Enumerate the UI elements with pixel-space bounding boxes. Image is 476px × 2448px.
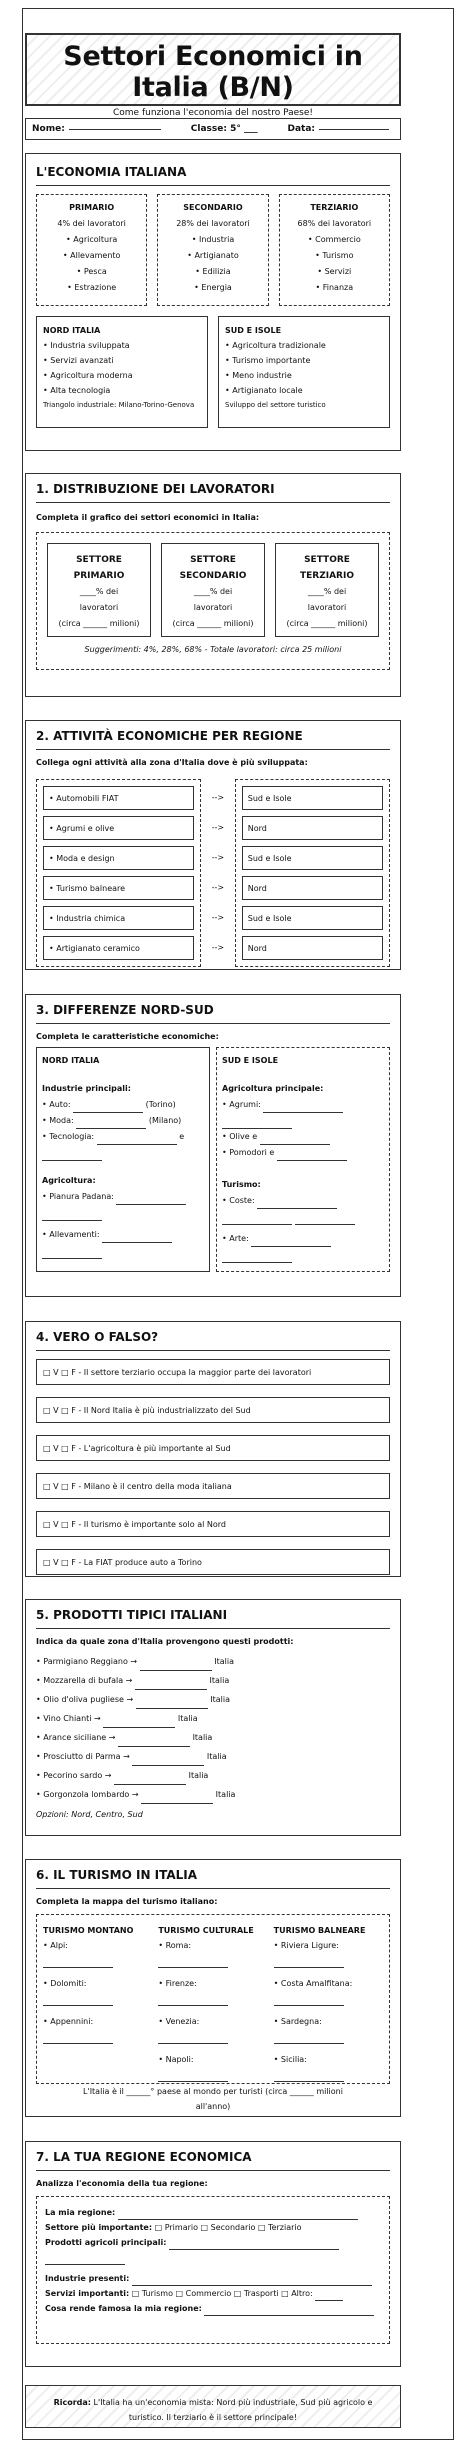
sector-card-terziario	[279, 194, 390, 306]
nord-agri-label: Agricoltura:	[42, 1176, 96, 1185]
tourism-blank[interactable]	[43, 2005, 113, 2006]
nord-item: • Industria sviluppata	[43, 341, 130, 350]
industrie-row	[45, 2271, 381, 2286]
economia-section	[25, 153, 401, 451]
coste-label: • Coste:	[222, 1196, 255, 1205]
famosa-label: Cosa rende famosa la mia regione:	[45, 2304, 202, 2313]
arte-blank-2[interactable]	[222, 1262, 292, 1263]
tourism-place: • Appennini:	[43, 2017, 94, 2026]
product-name: • Arance siciliane →	[36, 1733, 116, 1742]
section-1-instruction: Completa il grafico dei settori economici in Italia:	[36, 513, 260, 522]
tourism-ranking-line[interactable]: L'Italia è il ______° paese al mondo per turisti (circa ______ milioni	[83, 2087, 343, 2096]
region-list	[235, 779, 390, 967]
tourism-blank[interactable]	[158, 1967, 228, 1968]
tourism-blank[interactable]	[158, 2005, 228, 2006]
card-line: (circa ______ milioni)	[286, 619, 368, 628]
sud-title: SUD E ISOLE	[225, 326, 282, 335]
nord-item: • Alta tecnologia	[43, 386, 111, 395]
coste-blank-3[interactable]	[295, 1224, 355, 1225]
product-row	[36, 1690, 390, 1709]
section-5-instruction: Indica da quale zona d'Italia provengono questi prodotti:	[36, 1637, 294, 1646]
allev-blank-2[interactable]	[42, 1258, 102, 1259]
activity-list	[36, 779, 201, 967]
true-false-item[interactable]: □ V □ F - Il turismo è importante solo al Nord	[36, 1511, 390, 1537]
sud-card	[218, 316, 390, 428]
region-analysis	[36, 2196, 390, 2344]
prodotti-blank-2[interactable]	[45, 2264, 125, 2265]
product-row	[36, 1709, 390, 1728]
tourism-place: • Sardegna:	[273, 2017, 322, 2026]
tourism-blank[interactable]	[43, 2043, 113, 2044]
tourism-col-title: TURISMO CULTURALE	[158, 1926, 254, 1935]
moda-label: • Moda:	[42, 1116, 74, 1125]
sector-item: • Estrazione	[67, 283, 117, 292]
page-subtitle: Come funziona l'economia del nostro Paese!	[113, 108, 313, 118]
reminder-text: L'Italia ha un'economia mista: Nord più industriale, Sud più agricolo e turistico. Il terziario è il settore principale!	[93, 2398, 373, 2422]
section-vero-falso	[25, 1321, 401, 1577]
link-arrow: -->	[211, 912, 225, 922]
card-line: lavoratori	[307, 603, 347, 612]
sector-item: • Artigianato	[187, 251, 239, 260]
product-suffix: Italia	[209, 1676, 230, 1685]
olive-row	[222, 1129, 384, 1145]
name-label: Nome:	[32, 124, 65, 134]
card-line: ____% dei	[193, 587, 233, 596]
settore-options[interactable]: □ Primario □ Secondario □ Terziario	[154, 2223, 302, 2232]
nord-features	[36, 1047, 210, 1272]
allev-row	[42, 1227, 204, 1243]
sud-item: • Agricoltura tradizionale	[225, 341, 326, 350]
regione-label: La mia regione:	[45, 2208, 116, 2217]
tech-and: e	[179, 1132, 185, 1141]
arte-row	[222, 1231, 384, 1247]
auto-row	[42, 1097, 204, 1113]
tourism-blank[interactable]	[274, 1967, 344, 1968]
industrie-label: Industrie presenti:	[45, 2274, 130, 2283]
sector-item: • Finanza	[315, 283, 354, 292]
coste-row	[222, 1193, 384, 1209]
distribution-hint: Suggerimenti: 4%, 28%, 68% - Totale lavoratori: circa 25 milioni	[84, 645, 342, 654]
tourism-place: • Dolomiti:	[43, 1979, 87, 1988]
sector-item: • Energia	[194, 283, 232, 292]
card-line: (circa ______ milioni)	[58, 619, 140, 628]
product-suffix: Italia	[215, 1790, 236, 1799]
sud-features-title: SUD E ISOLE	[222, 1056, 279, 1065]
sector-item: • Pesca	[76, 267, 107, 276]
true-false-item[interactable]: □ V □ F - Il Nord Italia è più industrializzato del Sud	[36, 1397, 390, 1423]
servizi-options[interactable]: □ Turismo □ Commercio □ Trasporti □ Altro:	[131, 2289, 313, 2298]
section-7-instruction: Analizza l'economia della tua regione:	[36, 2179, 208, 2188]
sector-item: • Servizi	[317, 267, 352, 276]
nord-features-title: NORD ITALIA	[42, 1056, 100, 1065]
region-item[interactable]: Sud e Isole	[242, 906, 383, 930]
tourism-place: • Firenze:	[158, 1979, 197, 1988]
tourism-ranking-line: all'anno)	[195, 2102, 231, 2111]
section-3-heading: 3. DIFFERENZE NORD-SUD	[36, 1003, 214, 1017]
product-row	[36, 1785, 390, 1804]
tourism-place: • Costa Amalfitana:	[273, 1979, 353, 1988]
card-line: (circa ______ milioni)	[172, 619, 254, 628]
section-2-instruction: Collega ogni attività alla zona d'Italia dove è più sviluppata:	[36, 758, 308, 767]
product-name: • Vino Chianti →	[36, 1714, 101, 1723]
sector-item: • Commercio	[307, 235, 361, 244]
section-3-instruction: Completa le caratteristiche economiche:	[36, 1032, 219, 1041]
product-name: • Olio d'oliva pugliese →	[36, 1695, 134, 1704]
activity-item[interactable]: • Turismo balneare	[43, 876, 194, 900]
pomodori-row	[222, 1145, 384, 1161]
card-title: SETTORE SECONDARIO	[179, 555, 247, 581]
agrumi-label: • Agrumi:	[222, 1100, 261, 1109]
section-attivita	[25, 720, 401, 970]
prodotti-row	[45, 2235, 381, 2250]
tourism-col-title: TURISMO BALNEARE	[273, 1926, 366, 1935]
tech-label: • Tecnologia:	[42, 1132, 95, 1141]
student-info-row	[25, 118, 401, 140]
link-arrow: -->	[211, 942, 225, 952]
allev-blank[interactable]	[102, 1242, 172, 1243]
pianura-blank-2[interactable]	[42, 1220, 102, 1221]
tourism-col-montano	[43, 1923, 152, 2082]
nord-industries-label: Industrie principali:	[42, 1084, 131, 1093]
tourism-blank[interactable]	[274, 2005, 344, 2006]
famosa-row	[45, 2301, 381, 2316]
tourism-map	[36, 1914, 390, 2111]
settore-row	[45, 2220, 381, 2235]
settore-label: Settore più importante:	[45, 2223, 153, 2232]
product-row	[36, 1671, 390, 1690]
class-label[interactable]: Classe: 5° ___	[190, 124, 258, 134]
tourism-place: • Napoli:	[158, 2055, 194, 2064]
tech-row	[42, 1129, 204, 1145]
region-item[interactable]: Sud e Isole	[242, 786, 383, 810]
tourism-ranking	[43, 2084, 383, 2114]
sud-item: • Artigianato locale	[225, 386, 303, 395]
allev-label: • Allevamenti:	[42, 1230, 100, 1239]
region-item[interactable]: Sud e Isole	[242, 846, 383, 870]
section-2-heading: 2. ATTIVITÀ ECONOMICHE PER REGIONE	[36, 729, 303, 743]
sud-agri-label: Agricoltura principale:	[222, 1084, 324, 1093]
link-arrow: -->	[211, 792, 225, 802]
sector-item: • Industria	[191, 235, 235, 244]
sector-pct: 28% dei lavoratori	[176, 219, 250, 228]
section-turismo	[25, 1859, 401, 2117]
pianura-row	[42, 1189, 204, 1205]
activity-item[interactable]: • Agrumi e olive	[43, 816, 194, 840]
sector-title: PRIMARIO	[69, 203, 115, 212]
name-field[interactable]	[69, 129, 161, 130]
card-line: lavoratori	[193, 603, 233, 612]
date-field[interactable]	[319, 129, 389, 130]
agrumi-row	[222, 1097, 384, 1113]
product-suffix: Italia	[210, 1695, 231, 1704]
true-false-item[interactable]: □ V □ F - Milano è il centro della moda italiana	[36, 1473, 390, 1499]
sector-item: • Allevamento	[62, 251, 121, 260]
product-row	[36, 1747, 390, 1766]
section-1-heading: 1. DISTRIBUZIONE DEI LAVORATORI	[36, 482, 275, 496]
auto-city: (Torino)	[145, 1100, 176, 1109]
product-suffix: Italia	[188, 1771, 209, 1780]
activity-item[interactable]: • Moda e design	[43, 846, 194, 870]
section-distribuzione	[25, 473, 401, 697]
nord-title: NORD ITALIA	[43, 326, 101, 335]
arrow-column	[211, 779, 225, 967]
reminder-box	[25, 2385, 401, 2428]
section-4-heading: 4. VERO O FALSO?	[36, 1330, 159, 1344]
region-item[interactable]: Nord	[242, 936, 383, 960]
sector-item: • Edilizia	[195, 267, 231, 276]
servizi-label: Servizi importanti:	[45, 2289, 130, 2298]
sud-note: Sviluppo del settore turistico	[225, 401, 326, 409]
tourism-blank[interactable]	[158, 2043, 228, 2044]
product-blank[interactable]	[141, 1803, 213, 1804]
activity-item[interactable]: • Industria chimica	[43, 906, 194, 930]
product-row	[36, 1766, 390, 1785]
tourism-col-balneare	[274, 1923, 383, 2082]
product-suffix: Italia	[177, 1714, 198, 1723]
tourism-col-title: TURISMO MONTANO	[43, 1926, 134, 1935]
product-row	[36, 1652, 390, 1671]
nord-item: • Servizi avanzati	[43, 356, 114, 365]
card-line: ____% dei	[307, 587, 347, 596]
tourism-place: • Sicilia:	[273, 2055, 307, 2064]
sud-features	[216, 1047, 390, 1272]
sector-card-secondario	[157, 194, 268, 306]
nord-card	[36, 316, 208, 428]
section-nord-sud	[25, 994, 401, 1297]
prodotti-label: Prodotti agricoli principali:	[45, 2238, 167, 2247]
distribution-chart-area	[36, 532, 390, 670]
sector-item: • Turismo	[315, 251, 354, 260]
product-name: • Parmigiano Reggiano →	[36, 1657, 138, 1666]
distribution-card-secondario[interactable]	[161, 543, 265, 637]
nord-item: • Agricoltura moderna	[43, 371, 133, 380]
activity-item[interactable]: • Artigianato ceramico	[43, 936, 194, 960]
true-false-item[interactable]: □ V □ F - L'agricoltura è più importante al Sud	[36, 1435, 390, 1461]
pomodori-blank[interactable]	[277, 1160, 347, 1161]
pomodori-label: • Pomodori e	[222, 1148, 275, 1157]
link-arrow: -->	[211, 882, 225, 892]
sector-item: • Agricoltura	[66, 235, 118, 244]
moda-city: (Milano)	[148, 1116, 182, 1125]
card-line: ____% dei	[79, 587, 119, 596]
sud-item: • Turismo importante	[225, 356, 311, 365]
tech-blank[interactable]	[97, 1144, 177, 1145]
tourism-blank[interactable]	[158, 2081, 228, 2082]
section-6-instruction: Completa la mappa del turismo italiano:	[36, 1897, 218, 1906]
famosa-blank[interactable]	[204, 2315, 374, 2316]
true-false-item[interactable]: □ V □ F - La FIAT produce auto a Torino	[36, 1549, 390, 1575]
product-name: • Mozzarella di bufala →	[36, 1676, 133, 1685]
product-suffix: Italia	[206, 1752, 227, 1761]
section-7-heading: 7. LA TUA REGIONE ECONOMICA	[36, 2150, 252, 2164]
arte-label: • Arte:	[222, 1234, 249, 1243]
link-arrow: -->	[211, 822, 225, 832]
section-5-heading: 5. PRODOTTI TIPICI ITALIANI	[36, 1608, 228, 1622]
olive-label: • Olive e	[222, 1132, 258, 1141]
tourism-col-culturale	[158, 1923, 267, 2082]
product-row	[36, 1728, 390, 1747]
tourism-place: • Alpi:	[43, 1941, 68, 1950]
product-options: Opzioni: Nord, Centro, Sud	[36, 1810, 143, 1819]
title-banner	[25, 33, 401, 118]
page-title: Settori Economici in Italia (B/N)	[63, 41, 363, 103]
activity-item[interactable]: • Automobili FIAT	[43, 786, 194, 810]
tourism-blank[interactable]	[274, 2043, 344, 2044]
region-item[interactable]: Nord	[242, 816, 383, 840]
servizi-row	[45, 2286, 381, 2301]
tourism-place: • Riviera Ligure:	[273, 1941, 339, 1950]
tourism-place: • Venezia:	[158, 2017, 200, 2026]
card-line: lavoratori	[79, 603, 119, 612]
tourism-blank[interactable]	[274, 2081, 344, 2082]
distribution-card-terziario[interactable]	[275, 543, 379, 637]
date-label: Data:	[287, 124, 316, 134]
tourism-place: • Roma:	[158, 1941, 192, 1950]
reminder-label: Ricorda:	[53, 2398, 91, 2407]
region-item[interactable]: Nord	[242, 876, 383, 900]
sud-item: • Meno industrie	[225, 371, 292, 380]
tourism-blank[interactable]	[43, 1967, 113, 1968]
auto-label: • Auto:	[42, 1100, 71, 1109]
sector-title: TERZIARIO	[310, 203, 359, 212]
distribution-card-primario[interactable]	[47, 543, 151, 637]
link-arrow: -->	[211, 852, 225, 862]
sector-pct: 4% dei lavoratori	[57, 219, 126, 228]
prodotti-blank[interactable]	[169, 2249, 339, 2250]
product-name: • Pecorino sardo →	[36, 1771, 112, 1780]
sector-pct: 68% dei lavoratori	[297, 219, 372, 228]
sud-turismo-label: Turismo:	[222, 1180, 261, 1189]
product-list	[36, 1652, 390, 1804]
card-title: SETTORE TERZIARIO	[300, 555, 354, 581]
coste-blank-2[interactable]	[222, 1224, 292, 1225]
card-title: SETTORE PRIMARIO	[73, 555, 125, 581]
section-6-heading: 6. IL TURISMO IN ITALIA	[36, 1868, 198, 1882]
product-name: • Prosciutto di Parma →	[36, 1752, 130, 1761]
sector-card-primario	[36, 194, 147, 306]
true-false-item[interactable]: □ V □ F - Il settore terziario occupa la maggior parte dei lavoratori	[36, 1359, 390, 1385]
pianura-blank[interactable]	[116, 1204, 186, 1205]
product-suffix: Italia	[214, 1657, 234, 1666]
product-name: • Gorgonzola lombardo →	[36, 1790, 139, 1799]
sector-title: SECONDARIO	[183, 203, 243, 212]
regione-row	[45, 2205, 381, 2220]
product-suffix: Italia	[192, 1733, 213, 1742]
section-regione	[25, 2141, 401, 2367]
tech-blank-2[interactable]	[42, 1160, 102, 1161]
section-prodotti	[25, 1599, 401, 1836]
economia-heading: L'ECONOMIA ITALIANA	[36, 165, 187, 179]
moda-row	[42, 1113, 204, 1129]
pianura-label: • Pianura Padana:	[42, 1192, 114, 1201]
nord-note: Triangolo industriale: Milano-Torino-Genova	[43, 401, 195, 409]
